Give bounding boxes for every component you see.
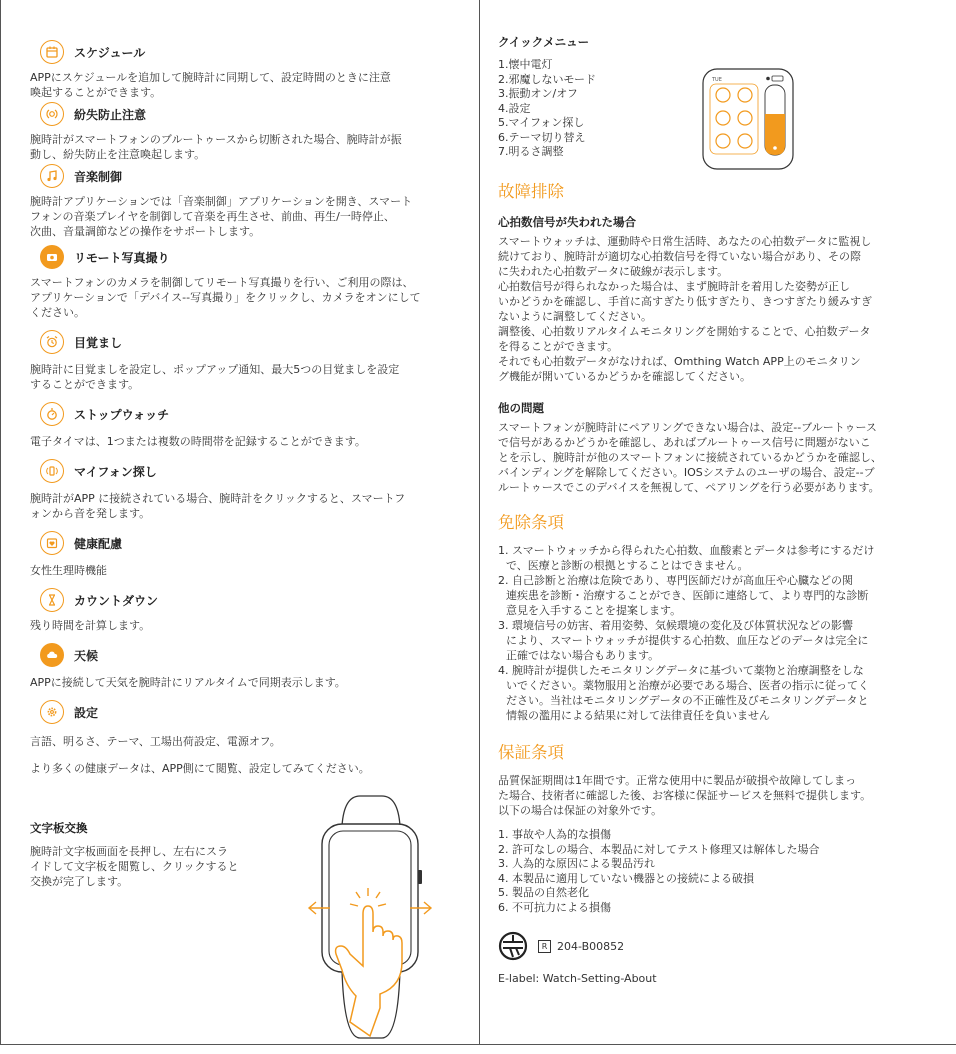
watchface-section <box>30 820 290 889</box>
quick-menu-item: 3.振動オン/オフ <box>498 87 578 100</box>
feature-text-line: 腕時計アプリケーションでは「音楽制御」アプリケーションを開き、スマート <box>30 195 413 208</box>
health-icon <box>40 531 64 555</box>
quick-menu-item: 2.邪魔しないモード <box>498 72 597 86</box>
feature-text-line: 腕時計に目覚ましを設定し、ポップアップ通知、最大5つの目覚ましを設定 <box>30 363 400 376</box>
warranty-item: 2. 許可なしの場合、本製品に対してテスト修理又は解体した場合 <box>498 842 820 856</box>
feature-title: 目覚まし <box>74 335 123 350</box>
feature-title: 紛失防止注意 <box>74 107 147 122</box>
hourglass-icon <box>40 588 64 612</box>
warranty-item: 5. 製品の自然老化 <box>498 886 589 899</box>
more-health-data-note: より多くの健康データは、APP側にて閲覧、設定してみてください。 <box>30 762 370 775</box>
lost-alert-icon <box>40 102 64 126</box>
feature-title: 音楽制御 <box>74 169 123 184</box>
disclaimer-item: 1. スマートウォッチから得られた心拍数、血酸素とデータは参考にするだけ で、医療と診断の根拠とすることはできません。 <box>498 544 875 572</box>
quick-menu-item: 4.設定 <box>498 101 531 115</box>
camera-icon <box>40 245 64 269</box>
quick-menu-item: 5.マイフォン探し <box>498 116 585 129</box>
watch-screen-day: TUE <box>712 77 722 83</box>
watchface-text-line: 交換が完了します。 <box>30 875 129 888</box>
music-note-icon <box>40 164 64 188</box>
left-border <box>0 0 1 1045</box>
quick-menu-item: 6.テーマ切り替え <box>498 130 586 144</box>
other-issues-text: スマートフォンが腕時計にペアリングできない場合は、設定--ブルートゥース で信号があるかどうかを確認し、あればブルートゥース信号に問題がないこ とを示し、腕時計が他のスマートフォンに接続されているかどうかを確認し、 バインディングを解除してください。IOSシステムのユーザの場合、設定--ブ ルートゥースでこのデバイスを無視して、ペアリングを行う必要があります。 <box>498 421 882 494</box>
feature-alarm <box>30 328 450 392</box>
hr-signal-lost-text: スマートウォッチは、運動時や日常生活時、あなたの心拍数データに監視し 続けており、腕時計が適切な心拍数信号を得ていない場合があり、その際 に失われた心拍数データに破線が表示します。 心拍数信号が得られなかった場合は、まず腕時計を着用した姿勢が正し いかどうかを確認し、手首に高すぎたり低すぎたり、きつすぎたり緩みすぎ ないように調整してください。 調整後、心拍数リアルタイムモニタリングを開始することで、心拍数データ を得ることができます。 それでも心拍数データがなければ、Omthing Watch APP上のモニタリン グ機能が開いているかどうかを確認してください。 <box>498 235 872 383</box>
feature-title: リモート写真撮り <box>74 250 170 265</box>
find-phone-icon <box>40 459 64 483</box>
feature-text-line: スマートフォンのカメラを制御してリモート写真撮りを行い、ご利用の際は、 <box>30 276 414 289</box>
quick-menu-watch-screen <box>702 68 794 170</box>
feature-title: 健康配慮 <box>74 536 123 551</box>
watch-swipe-illustration <box>300 790 440 1044</box>
telec-mark-icon <box>498 931 528 961</box>
feature-lost-alert <box>30 100 450 162</box>
warranty-exclusion-list <box>498 828 928 915</box>
feature-stopwatch <box>30 400 450 449</box>
feature-remote-camera <box>30 243 450 320</box>
watchface-title: 文字板交換 <box>30 821 88 835</box>
feature-countdown <box>30 586 450 633</box>
watchface-text-line: イドして文字板を閲覧し、クリックすると <box>30 860 239 873</box>
bottom-border <box>0 1044 956 1045</box>
features-column <box>30 38 450 776</box>
feature-title: マイフォン探し <box>74 464 157 479</box>
alarm-clock-icon <box>40 330 64 354</box>
other-issues-title: 他の問題 <box>498 401 544 415</box>
feature-title: 設定 <box>74 705 99 720</box>
r-mark-icon: R <box>538 940 551 953</box>
stopwatch-icon <box>40 402 64 426</box>
disclaimer-item: 3. 環境信号の妨害、着用姿勢、気候環境の変化及び体質状況などの影響 により、スマートウォッチが提供する心拍数、血圧などのデータは完全に 正確ではない場合もあります。 <box>498 619 869 662</box>
feature-schedule <box>30 38 450 100</box>
quick-menu-item: 1.懐中電灯 <box>498 58 553 71</box>
warranty-item: 3. 人為的な原因による製品汚れ <box>498 857 655 870</box>
feature-text-line: 動し、紛失防止を注意喚起します。 <box>30 148 206 161</box>
center-divider <box>479 0 480 1045</box>
feature-title: スケジュール <box>74 45 146 60</box>
warranty-item: 1. 事故や人為的な損傷 <box>498 828 611 841</box>
feature-title: ストップウォッチ <box>74 407 170 422</box>
warranty-item: 6. 不可抗力による損傷 <box>498 900 611 914</box>
feature-text-line: 次曲、音量調節などの操作をサポートします。 <box>30 225 261 238</box>
feature-text-line: 腕時計がAPP に接続されている場合、腕時計をクリックすると、スマートフ <box>30 492 406 505</box>
feature-health <box>30 529 450 578</box>
feature-text-line: APPにスケジュールを追加して腕時計に同期して、設定時間のときに注意 <box>30 71 391 84</box>
feature-settings <box>30 698 450 749</box>
feature-text-line: 腕時計がスマートフォンのブルートゥースから切断された場合、腕時計が振 <box>30 133 402 146</box>
e-label-path: E-label: Watch-Setting-About <box>498 972 657 985</box>
feature-weather <box>30 641 450 690</box>
feature-text-line: フォンの音楽プレイヤを制御して音楽を再生させ、前曲、再生/一時停止、 <box>30 210 395 223</box>
feature-text-line: 電子タイマは、1つまたは複数の時間帯を記録することができます。 <box>30 435 366 448</box>
feature-text-line: アプリケーションで「デバイス--写真撮り」をクリックし、カメラをオンにして <box>30 291 421 304</box>
certification-code: 204-B00852 <box>557 939 625 953</box>
cloud-icon <box>40 643 64 667</box>
feature-text-line: ォンから音を発します。 <box>30 507 151 520</box>
feature-music-control <box>30 162 450 239</box>
calendar-icon <box>40 40 64 64</box>
quick-menu-title: クイックメニュー <box>498 35 590 49</box>
feature-text-line: 残り時間を計算します。 <box>30 619 151 632</box>
watchface-text-line: 腕時計文字板画面を長押し、左右にスラ <box>30 845 228 858</box>
quick-menu-item: 7.明るさ調整 <box>498 145 564 158</box>
feature-title: カウントダウン <box>74 593 159 608</box>
disclaimer-item: 4. 腕時計が提供したモニタリングデータに基づいて薬物と治療調整をしな いでください。薬物服用と治療が必要である場合、医者の指示に従ってく ださい。当社はモニタリングデータの不正確性及びモニタリングデータと 情報の濫用による結果に対して法律責任を負いません <box>498 664 869 722</box>
troubleshooting-heading: 故障排除 <box>498 182 564 201</box>
feature-text-line: することができます。 <box>30 378 140 391</box>
gear-icon <box>40 700 64 724</box>
disclaimer-item: 2. 自己診断と治療は危険であり、専門医師だけが高血圧や心臓などの関 連疾患を診断・治療することができ、医師に連絡して、より専門的な診断 意見を入手することを提案します。 <box>498 574 869 617</box>
certification-row <box>498 931 928 961</box>
info-column <box>498 34 928 986</box>
warranty-intro: 品質保証期間は1年間です。正常な使用中に製品が破損や故障してしまっ た場合、技術者に確認した後、お客様に保証サービスを無料で提供します。 以下の場合は保証の対象外です。 <box>498 774 872 817</box>
feature-text-line: 喚起することができます。 <box>30 86 162 99</box>
feature-text-line: ください。 <box>30 306 85 319</box>
feature-text-line: APPに接続して天気を腕時計にリアルタイムで同期表示します。 <box>30 676 346 689</box>
disclaimer-list <box>498 543 928 723</box>
hr-signal-lost-title: 心拍数信号が失われた場合 <box>498 215 636 229</box>
feature-text-line: 言語、明るさ、テーマ、工場出荷設定、電源オフ。 <box>30 735 281 748</box>
warranty-item: 4. 本製品に適用していない機器との接続による破損 <box>498 871 754 885</box>
feature-find-phone <box>30 457 450 521</box>
feature-title: 天候 <box>74 648 99 663</box>
feature-text-line: 女性生理時機能 <box>30 564 107 577</box>
quick-menu-section <box>498 34 928 172</box>
disclaimer-heading: 免除条項 <box>498 513 564 532</box>
warranty-heading: 保証条項 <box>498 743 564 762</box>
